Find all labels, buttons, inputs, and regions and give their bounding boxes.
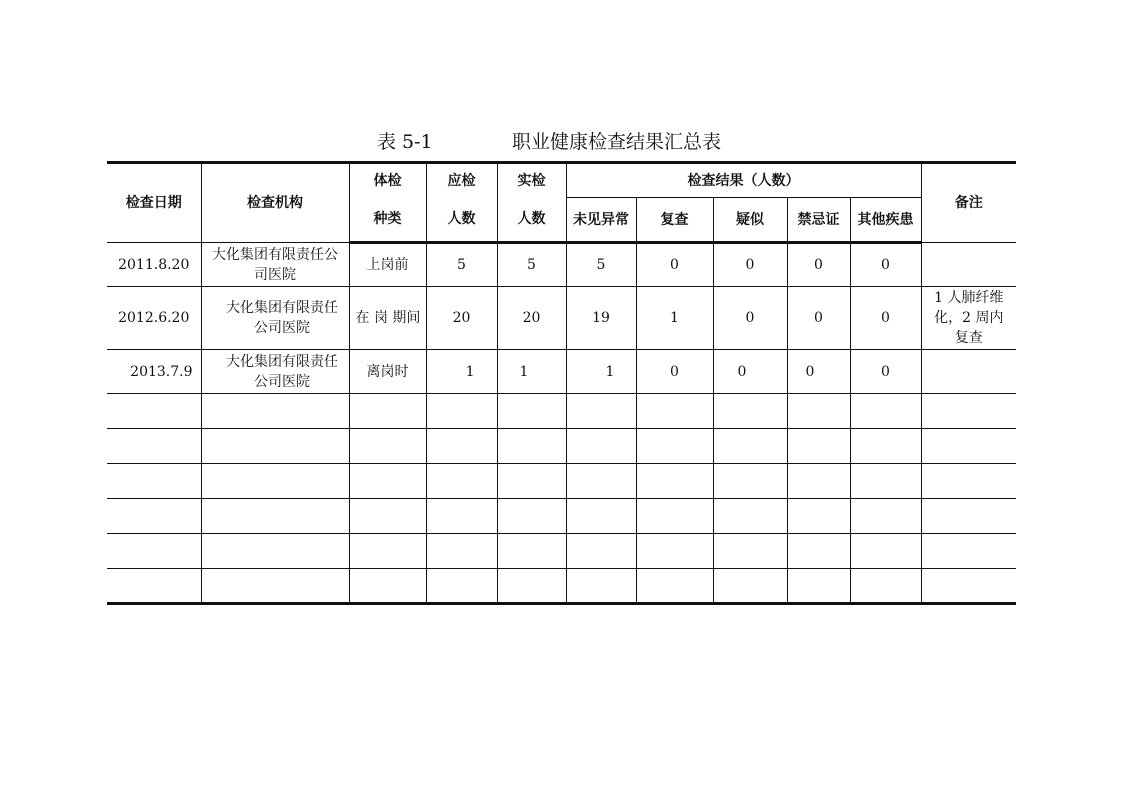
- cell-date: 2012.6.20: [107, 287, 201, 350]
- cell-normal: 19: [566, 287, 636, 350]
- cell-type: 上岗前: [349, 243, 426, 287]
- header-due-top: 应检: [426, 163, 497, 198]
- header-recheck: 复查: [636, 198, 713, 243]
- cell-recheck: 0: [636, 350, 713, 394]
- cell-remarks: [921, 350, 1016, 394]
- cell-due: 5: [426, 243, 497, 287]
- header-results-group: 检查结果（人数）: [566, 163, 921, 198]
- cell-date: 2011.8.20: [107, 243, 201, 287]
- cell-contra: 0: [787, 350, 850, 394]
- cell-org: 大化集团有限责任公司医院: [201, 350, 349, 394]
- header-due-bottom: 人数: [426, 198, 497, 243]
- table-number: 表 5-1: [377, 131, 433, 153]
- cell-due: 20: [426, 287, 497, 350]
- header-date: 检查日期: [107, 163, 201, 243]
- cell-org: 大化集团有限责任公司医院: [201, 287, 349, 350]
- header-type-bottom: 种类: [349, 198, 426, 243]
- health-exam-summary-table: [107, 161, 1016, 605]
- cell-org: 大化集团有限责任公司医院: [201, 243, 349, 287]
- header-type-top: 体检: [349, 163, 426, 198]
- cell-suspected: 0: [713, 243, 787, 287]
- header-row-1: [107, 163, 1016, 198]
- table-row-empty: [107, 429, 1016, 464]
- table-row: [107, 243, 1016, 287]
- table-row-empty: [107, 499, 1016, 534]
- cell-recheck: 1: [636, 287, 713, 350]
- table-row-empty: [107, 534, 1016, 569]
- table-row-empty: [107, 464, 1016, 499]
- cell-type: 离岗时: [349, 350, 426, 394]
- cell-remarks: 1 人肺纤维化，2 周内复查: [921, 287, 1016, 350]
- header-contra: 禁忌证: [787, 198, 850, 243]
- header-suspected: 疑似: [713, 198, 787, 243]
- header-normal: 未见异常: [566, 198, 636, 243]
- header-other: 其他疾患: [850, 198, 921, 243]
- cell-contra: 0: [787, 287, 850, 350]
- header-remarks: 备注: [921, 163, 1016, 243]
- header-org: 检查机构: [201, 163, 349, 243]
- cell-actual: 20: [497, 287, 566, 350]
- header-actual-top: 实检: [497, 163, 566, 198]
- cell-actual: 5: [497, 243, 566, 287]
- cell-date: 2013.7.9: [107, 350, 201, 394]
- cell-contra: 0: [787, 243, 850, 287]
- table-title: 职业健康检查结果汇总表: [512, 131, 722, 153]
- cell-remarks: [921, 243, 1016, 287]
- table-row-empty: [107, 569, 1016, 604]
- table-row: [107, 350, 1016, 394]
- cell-recheck: 0: [636, 243, 713, 287]
- cell-other: 0: [850, 350, 921, 394]
- table-row: [107, 287, 1016, 350]
- cell-actual: 1: [497, 350, 566, 394]
- cell-due: 1: [426, 350, 497, 394]
- table-row-empty: [107, 394, 1016, 429]
- header-actual-bottom: 人数: [497, 198, 566, 243]
- cell-other: 0: [850, 287, 921, 350]
- cell-suspected: 0: [713, 350, 787, 394]
- cell-suspected: 0: [713, 287, 787, 350]
- cell-other: 0: [850, 243, 921, 287]
- cell-normal: 1: [566, 350, 636, 394]
- cell-normal: 5: [566, 243, 636, 287]
- table-caption: [0, 127, 1122, 155]
- cell-type: 在 岗 期间: [349, 287, 426, 350]
